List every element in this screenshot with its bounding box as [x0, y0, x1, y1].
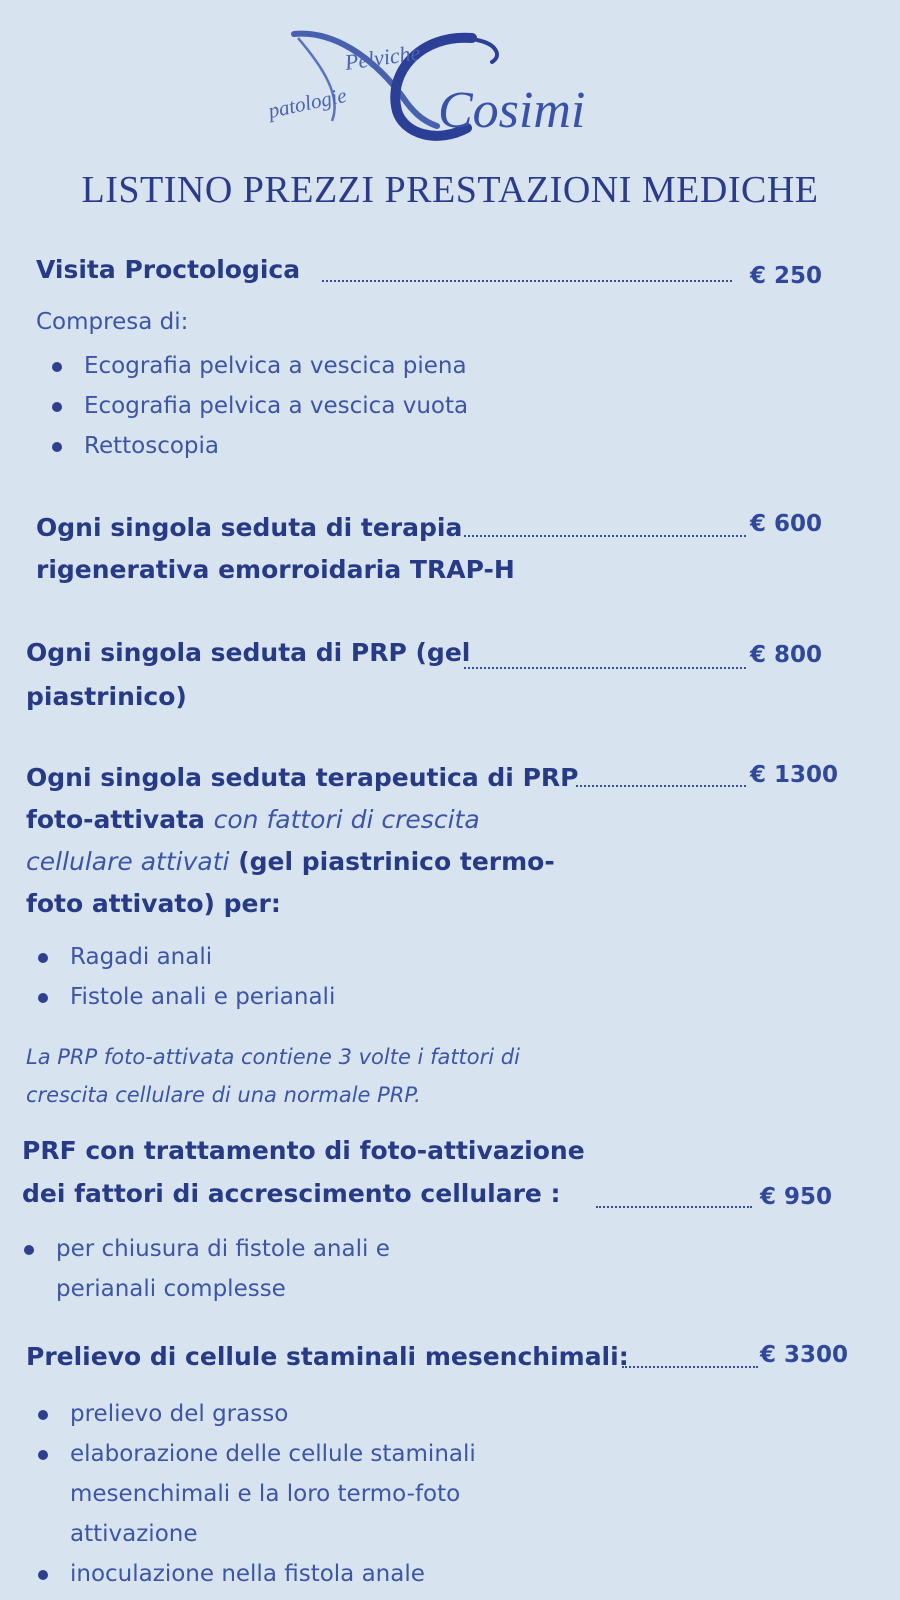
price-prf: € 950: [760, 1184, 833, 1210]
item-label-staminali: Prelievo di cellule staminali mesenchimali:: [26, 1342, 629, 1371]
price-trap-h: € 600: [750, 511, 823, 537]
dotted-leader: [576, 785, 746, 787]
price-visita-proctologica: € 250: [750, 263, 823, 289]
included-list: [50, 346, 468, 466]
list-item: Ecografia pelvica a vescica vuota: [50, 386, 468, 426]
item-label-prf-line2: dei fattori di accrescimento cellulare :: [22, 1179, 561, 1208]
item-label-prf-line1: PRF con trattamento di foto-attivazione: [22, 1136, 585, 1165]
indications-list: [36, 937, 335, 1017]
item-label-prp-gel-line1: Ogni singola seduta di PRP (gel: [26, 638, 471, 667]
list-item: per chiusura di fistole anali e perianali complesse: [22, 1229, 390, 1309]
item-intro: Compresa di:: [36, 309, 189, 335]
dotted-leader: [464, 535, 746, 537]
price-staminali: € 3300: [760, 1342, 849, 1368]
list-item: Ragadi anali: [36, 937, 335, 977]
item-label-prp-foto-line1: Ogni singola seduta terapeutica di PRP: [26, 763, 579, 792]
svg-text:Pelviche: Pelviche: [343, 39, 422, 75]
list-item: Ecografia pelvica a vescica piena: [50, 346, 468, 386]
item-label-trap-h-line2: rigenerativa emorroidaria TRAP-H: [36, 555, 515, 584]
list-item: inoculazione nella fistola anale: [36, 1554, 506, 1594]
dotted-leader: [596, 1206, 752, 1208]
list-item: Rettoscopia: [50, 426, 468, 466]
item-label-trap-h-line1: Ogni singola seduta di terapia: [36, 513, 463, 542]
item-label-prp-foto-line3: cellulare attivati (gel piastrinico termo-: [26, 847, 555, 876]
price-prp-foto: € 1300: [750, 762, 839, 788]
item-label-visita-proctologica: Visita Proctologica: [36, 255, 301, 284]
item-label-prp-foto-line4: foto attivato) per:: [26, 889, 281, 918]
price-prp-gel: € 800: [750, 642, 823, 668]
dotted-leader: [464, 667, 746, 669]
cosimi-logo: [262, 26, 622, 156]
staminali-list: [36, 1394, 506, 1594]
dotted-leader: [322, 280, 732, 282]
svg-text:Cosimi: Cosimi: [438, 82, 586, 139]
svg-text:patologie: patologie: [266, 82, 349, 123]
dotted-leader: [622, 1366, 758, 1368]
list-item: elaborazione delle cellule staminali mesenchimali e la loro termo-foto attivazione: [36, 1434, 506, 1554]
note-line2: crescita cellulare di una normale PRP.: [26, 1083, 421, 1107]
note-line1: La PRP foto-attivata contiene 3 volte i fattori di: [26, 1045, 520, 1069]
item-label-prp-gel-line2: piastrinico): [26, 682, 187, 711]
list-item: Fistole anali e perianali: [36, 977, 335, 1017]
list-item: prelievo del grasso: [36, 1394, 506, 1434]
item-label-prp-foto-line2: foto-attivata con fattori di crescita: [26, 805, 480, 834]
prf-list: [22, 1229, 390, 1309]
page-title: LISTINO PREZZI PRESTAZIONI MEDICHE: [81, 169, 819, 211]
